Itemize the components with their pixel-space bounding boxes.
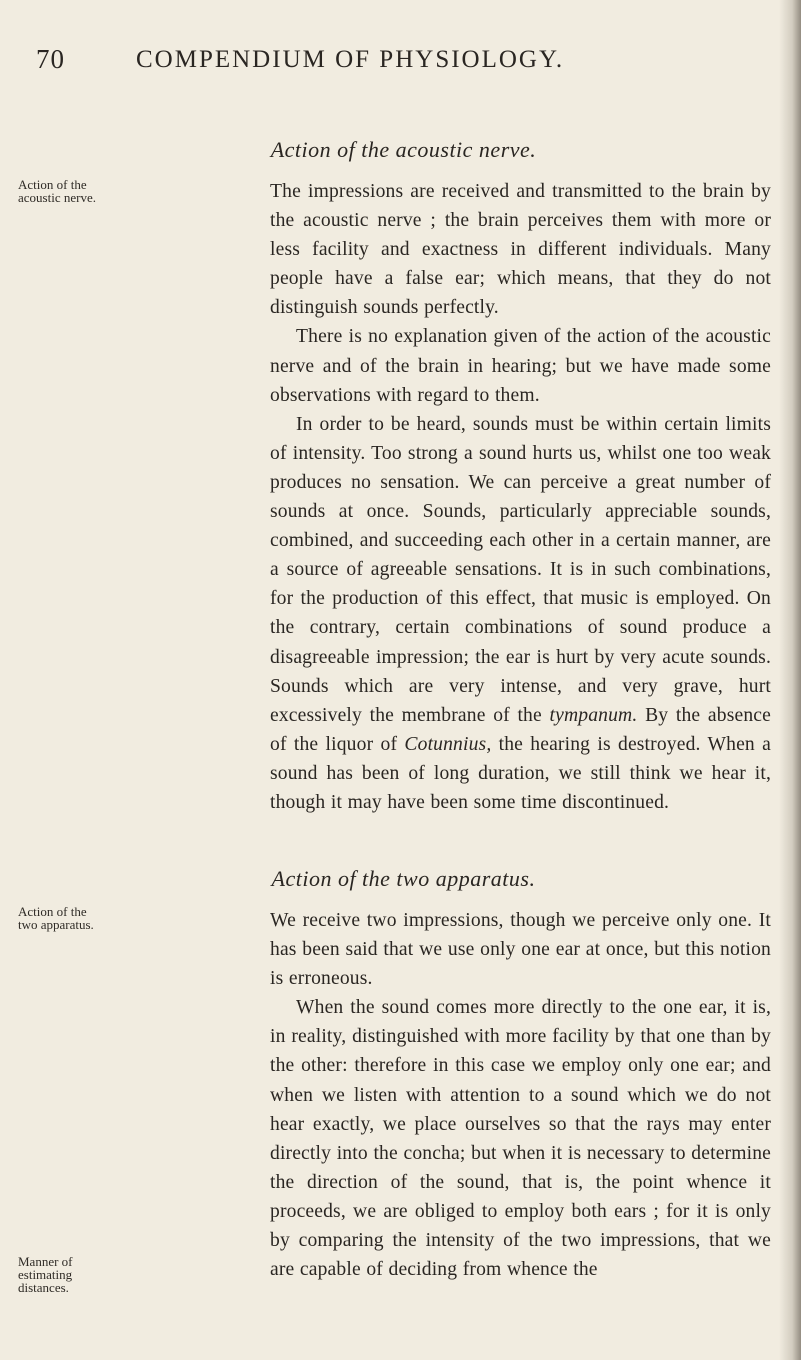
sidenote-acoustic-nerve: Action of the acoustic nerve.: [18, 177, 96, 205]
paragraph: The impressions are received and transmitted to the brain by the acoustic nerve ; the brain perceives them with more or less facility and exactness in different individuals. Many people have a false ear; which means, that they do not distinguish sounds perfectly.: [270, 181, 771, 319]
section-body-acoustic-nerve: [270, 177, 771, 817]
paragraph-text: In order to be heard, sounds must be within certain limits of intensity. Too strong a sound hurts us, whilst one too weak produces no sensation. We can perceive a great number of sounds at once. Sounds, particularly appreciable sounds, combined, and succeeding each other in a certain manner, are a source of agreeable sensations. It is in such combinations, for the production of this effect, that music is employed. On the contrary, certain combinations of sound produce a disagreeable impression; the ear is hurt by very acute sounds. Sounds which are very intense, and very grave, hurt excessively the membrane of the: [270, 413, 771, 726]
paragraph: [270, 410, 771, 817]
paragraph-text: By the absence of the liquor of: [270, 704, 771, 755]
sidenote-two-apparatus: Action of the two apparatus.: [18, 904, 94, 932]
section-body-two-apparatus: [270, 906, 771, 1284]
running-head: COMPENDIUM OF PHYSIOLOGY.: [136, 46, 565, 73]
italic-term-tympanum: tympanum.: [549, 704, 638, 726]
italic-term-cotunnius: Cotunnius,: [404, 733, 492, 755]
page-header: [36, 44, 771, 84]
paragraph: When the sound comes more directly to the one ear, it is, in reality, distinguished with more facility by that one than by the other: therefore in this case we employ only one ear; and when we listen with attention to a sound which we do not hear exactly, we place ourselves so that the rays may enter directly into the concha; but when it is necessary to determine the direction of the sound, that is, the point whence it proceeds, we are obliged to employ both ears ; for it is only by comparing the intensity of the two impressions, that we are capable of deciding from whence the: [270, 997, 771, 1281]
sidenote-estimating-distances: Manner of estimating distances.: [18, 1254, 73, 1295]
section-heading-two-apparatus: Action of the two apparatus.: [271, 866, 536, 891]
paragraph-text: the hearing is destroyed. When a sound has been of long duration, we still think we hear it, though it may have been some time discontinued.: [270, 733, 771, 813]
paragraph: There is no explanation given of the action of the acoustic nerve and of the brain in hearing; but we have made some observations with regard to them.: [270, 326, 771, 406]
section-heading-acoustic-nerve: Action of the acoustic nerve.: [270, 137, 537, 162]
page-edge-shadow: [779, 0, 801, 1360]
page-number: 70: [36, 44, 65, 74]
paragraph: We receive two impressions, though we perceive only one. It has been said that we use only one ear at once, but this notion is erroneous.: [270, 910, 771, 990]
